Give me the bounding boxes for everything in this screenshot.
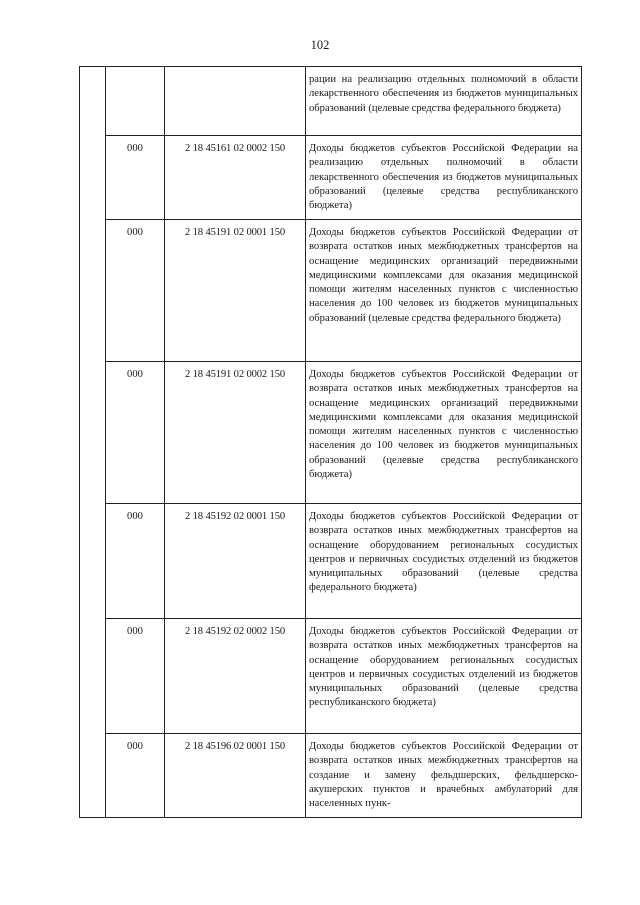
budget-code-cell: 2 18 45191 02 0002 150 [165, 362, 306, 504]
budget-code-cell: 2 18 45191 02 0001 150 [165, 220, 306, 362]
description-cell: Доходы бюджетов субъектов Российской Федерации от возврата остатков иных межбюджетных трансфертов на оснащение оборудованием региональных сосудистых центров и первичных сосудистых отделений из бюджетов муниципальных образований (целевые средства федерального бюджета) [306, 504, 582, 619]
table-row [80, 734, 582, 818]
budget-code-cell: 2 18 45192 02 0001 150 [165, 504, 306, 619]
blank-column-cell [80, 67, 106, 818]
admin-code-cell: 000 [106, 220, 165, 362]
description-cell: рации на реализацию отдельных полномочий в области лекарственного обеспечения из бюджетов муниципальных образований (целевые средства федерального бюджета) [306, 67, 582, 136]
admin-code-cell [106, 67, 165, 136]
budget-code-cell: 2 18 45192 02 0002 150 [165, 619, 306, 734]
description-cell: Доходы бюджетов субъектов Российской Федерации на реализацию отдельных полномочий в области лекарственного обеспечения из бюджетов муниципальных образований (целевые средства республиканского бюджета) [306, 136, 582, 220]
table-row [80, 220, 582, 362]
admin-code-cell: 000 [106, 136, 165, 220]
table-row [80, 362, 582, 504]
description-cell: Доходы бюджетов субъектов Российской Федерации от возврата остатков иных межбюджетных трансфертов на создание и замену фельдшерских, фельдшерско-акушерских пунктов и врачебных амбулаторий для населенных пунк- [306, 734, 582, 818]
admin-code-cell: 000 [106, 734, 165, 818]
budget-code-cell: 2 18 45196 02 0001 150 [165, 734, 306, 818]
table-row [80, 504, 582, 619]
description-cell: Доходы бюджетов субъектов Российской Федерации от возврата остатков иных межбюджетных трансфертов на оснащение оборудованием региональных сосудистых центров и первичных сосудистых отделений из бюджетов муниципальных образований (целевые средства республиканского бюджета) [306, 619, 582, 734]
budget-codes-table [79, 66, 582, 818]
description-cell: Доходы бюджетов субъектов Российской Федерации от возврата остатков иных межбюджетных трансфертов на оснащение медицинских организаций передвижными медицинскими комплексами для оказания медицинской помощи жителям населенных пунктов с численностью населения до 100 человек из бюджетов муниципальных образований (целевые средства федерального бюджета) [306, 220, 582, 362]
table-row [80, 67, 582, 136]
budget-code-cell [165, 67, 306, 136]
table-row [80, 619, 582, 734]
description-cell: Доходы бюджетов субъектов Российской Федерации от возврата остатков иных межбюджетных трансфертов на оснащение медицинских организаций передвижными медицинскими комплексами для оказания медицинской помощи жителям населенных пунктов с численностью населения до 100 человек из бюджетов муниципальных образований (целевые средства республиканского бюджета) [306, 362, 582, 504]
admin-code-cell: 000 [106, 619, 165, 734]
admin-code-cell: 000 [106, 362, 165, 504]
budget-code-cell: 2 18 45161 02 0002 150 [165, 136, 306, 220]
admin-code-cell: 000 [106, 504, 165, 619]
table-row [80, 136, 582, 220]
page-number: 102 [310, 38, 330, 52]
